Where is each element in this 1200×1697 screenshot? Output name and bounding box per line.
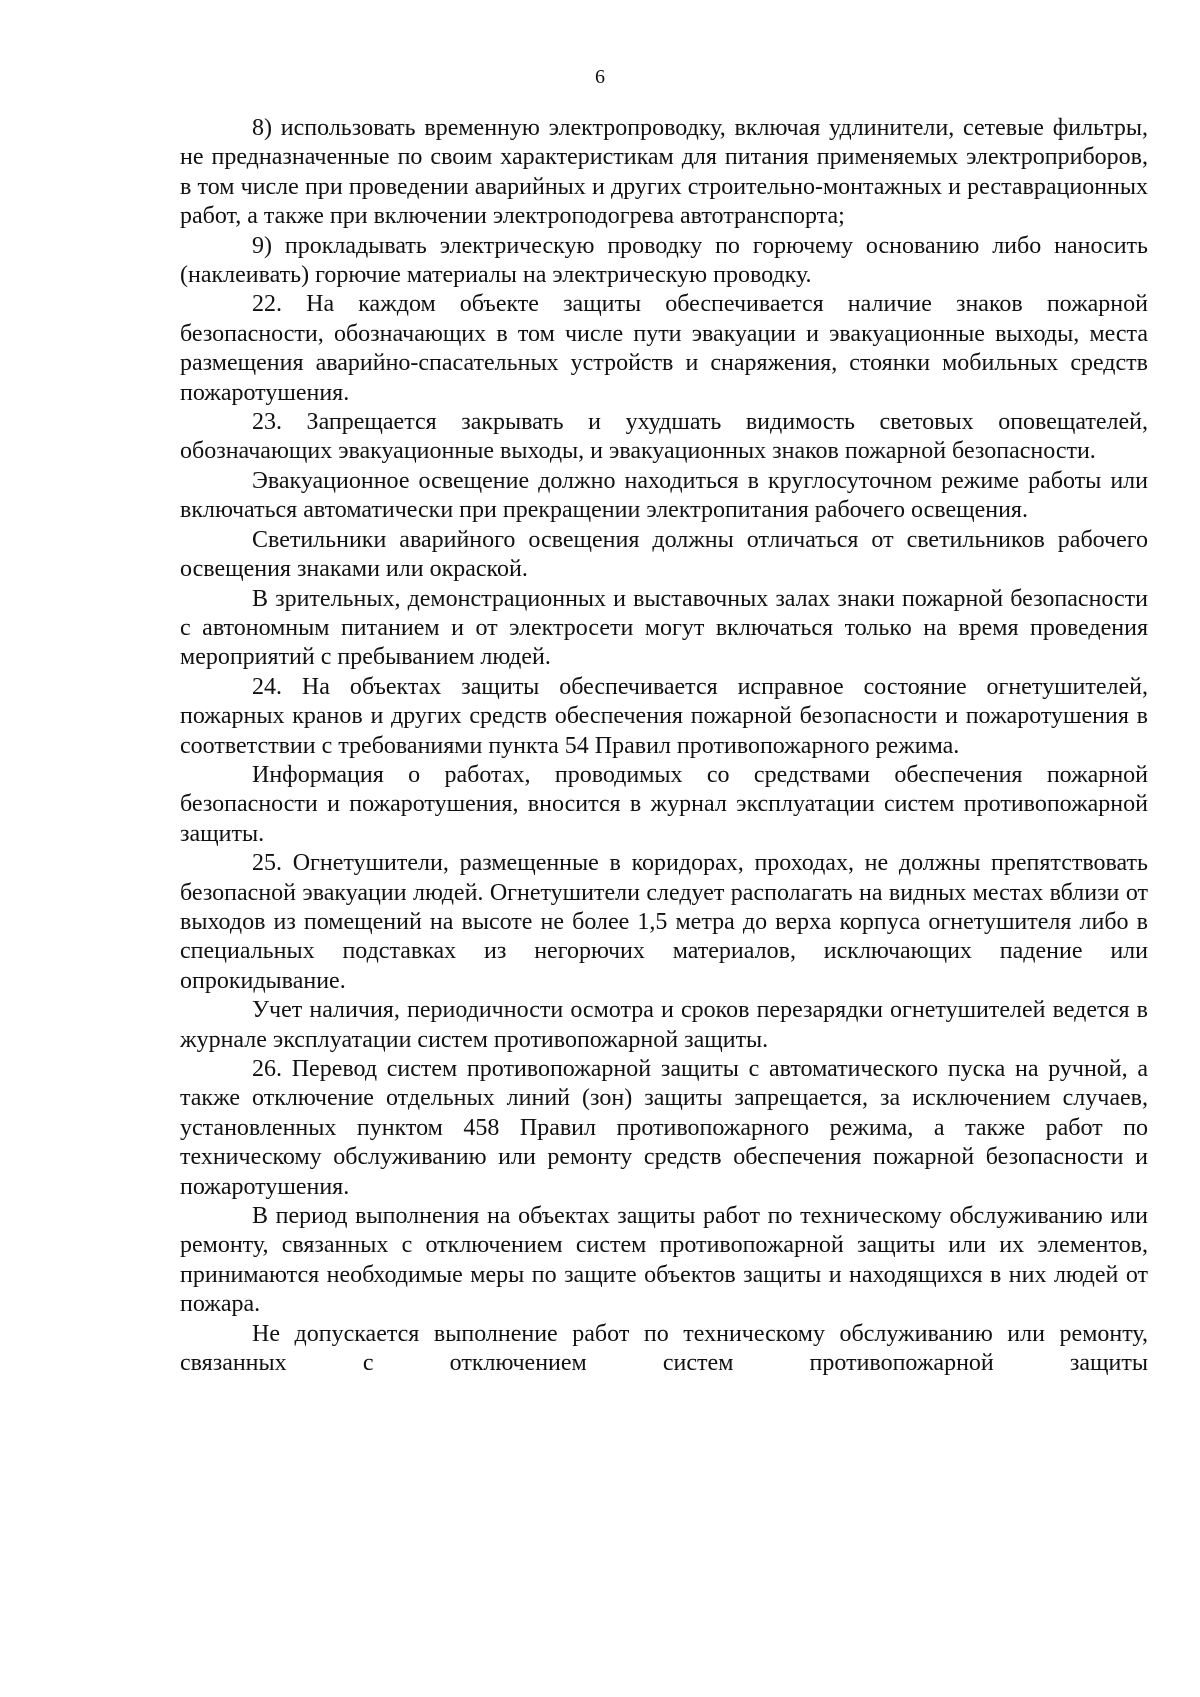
paragraph-26: 26. Перевод систем противопожарной защиты с автоматического пуска на ручной, а также отключение отдельных линий (зон) защиты запрещается, за исключением случаев, установленных пунктом 458 Правил противопожарного режима, а также работ по техническому обслуживанию или ремонту средств обеспечения пожарной безопасности и пожаротушения. bbox=[180, 1056, 1148, 1200]
paragraph-evacuation-lighting: Эвакуационное освещение должно находиться в круглосуточном режиме работы или включаться автоматически при прекращении электропитания рабочего освещения. bbox=[180, 467, 1148, 524]
paragraph-not-allowed: Не допускается выполнение работ по техническому обслуживанию или ремонту, связанных с отключением систем противопожарной защиты bbox=[180, 1320, 1148, 1377]
paragraph-24: 24. На объектах защиты обеспечивается исправное состояние огнетушителей, пожарных кранов и других средств обеспечения пожарной безопасности и пожаротушения в соответствии с требованиями пункта 54 Правил противопожарного режима. bbox=[180, 673, 1148, 759]
paragraph-25: 25. Огнетушители, размещенные в коридорах, проходах, не должны препятствовать безопасной эвакуации людей. Огнетушители следует располагать на видных местах вблизи от выходов из помещений на высоте не более 1,5 метра до верха корпуса огнетушителя либо в специальных подставках из негорючих материалов, исключающих падение или опрокидывание. bbox=[180, 850, 1148, 994]
paragraph-22: 22. На каждом объекте защиты обеспечивается наличие знаков пожарной безопасности, обозначающих в том числе пути эвакуации и эвакуационные выходы, места размещения аварийно-спасательных устройств и снаряжения, стоянки мобильных средств пожаротушения. bbox=[180, 291, 1148, 406]
paragraph-23: 23. Запрещается закрывать и ухудшать видимость световых оповещателей, обозначающих эвакуационные выходы, и эвакуационных знаков пожарной безопасности. bbox=[180, 409, 1148, 465]
paragraph-emergency-lamps: Светильники аварийного освещения должны отличаться от светильников рабочего освещения знаками или окраской. bbox=[180, 526, 1148, 583]
document-body bbox=[180, 114, 1148, 1378]
paragraph-halls-signs: В зрительных, демонстрационных и выставочных залах знаки пожарной безопасности с автономным питанием и от электросети могут включаться только на время проведения мероприятий с пребыванием людей. bbox=[180, 585, 1148, 671]
paragraph-item-9: 9) прокладывать электрическую проводку по горючему основанию либо наносить (наклеивать) горючие материалы на электрическую проводку. bbox=[180, 232, 1148, 289]
paragraph-works-info: Информация о работах, проводимых со средствами обеспечения пожарной безопасности и пожаротушения, вносится в журнал эксплуатации систем противопожарной защиты. bbox=[180, 761, 1148, 847]
page-number: 6 bbox=[595, 66, 605, 88]
paragraph-item-8: 8) использовать временную электропроводку, включая удлинители, сетевые фильтры, не предназначенные по своим характеристикам для питания применяемых электроприборов, в том числе при проведении аварийных и других строительно-монтажных и реставрационных работ, а также при включении электроподогрева автотранспорта; bbox=[180, 115, 1148, 230]
paragraph-maintenance-period: В период выполнения на объектах защиты работ по техническому обслуживанию или ремонту, связанных с отключением систем противопожарной защиты или их элементов, принимаются необходимые меры по защите объектов защиты и находящихся в них людей от пожара. bbox=[180, 1203, 1148, 1318]
paragraph-extinguisher-log: Учет наличия, периодичности осмотра и сроков перезарядки огнетушителей ведется в журнале эксплуатации систем противопожарной защиты. bbox=[180, 997, 1148, 1053]
